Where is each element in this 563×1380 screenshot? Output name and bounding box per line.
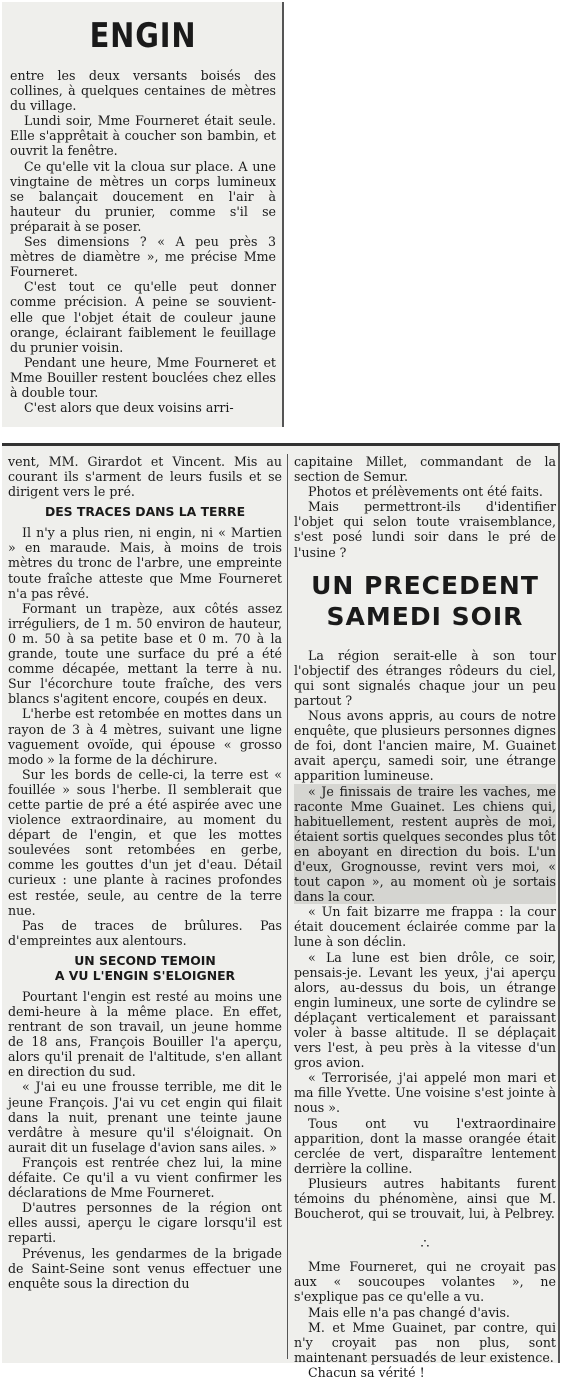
paragraph: Lundi soir, Mme Fourneret était seule. Elle s'apprêtait à coucher son bambin, et ouvrit la fenêtre.: [10, 113, 276, 159]
paragraph: « J'ai eu une frousse terrible, me dit le jeune François. J'ai vu cet engin qui filait dans la nuit, prenant une teinte jaune verdâtre à mesure qu'il s'éloignait. On aurait dit un fuselage d'avion sans ailes. »: [8, 1079, 282, 1155]
paragraph: Mais elle n'a pas changé d'avis.: [308, 1304, 510, 1320]
paragraph: entre les deux versants boisés des collines, à quelques centaines de mètres du village.: [10, 68, 276, 114]
paragraph: C'est alors que deux voisins arri-: [24, 400, 234, 416]
headline-engin: ENGIN: [89, 16, 197, 56]
paragraph: Formant un trapèze, aux côtés assez irréguliers, de 1 m. 50 environ de hauteur, 0 m. 50 à sa petite base et 0 m. 70 à la grande, toute une surface du pré a été comme décapée, mettant la terre à nu. Sur l'écorchure toute fraîche, des vers blancs s'agitent encore, coupés en deux.: [8, 600, 282, 707]
headline-precedent: [294, 570, 556, 632]
subheading-second-witness-line1: UN SECOND TEMOIN: [74, 952, 216, 968]
headline-line: UN PRECEDENT: [311, 570, 539, 600]
headline-line: SAMEDI SOIR: [326, 601, 524, 631]
paragraph: Sur les bords de celle-ci, la terre est « fouillée » sous l'herbe. Il semblerait que cette partie de pré a été aspirée avec une violence extraordinaire, au moment du départ de l'engin, et que les mottes soulevées sont retombées en gerbe, comme les gouttes d'un jet d'eau. Détail curieux : une plante à racines profondes est restée, seule, au centre de la terre nue.: [8, 766, 282, 918]
paragraph: capitaine Millet, commandant de la section de Semur.: [294, 454, 556, 485]
subheading-traces: DES TRACES DANS LA TERRE: [44, 504, 246, 520]
paragraph: L'herbe est retombée en mottes dans un rayon de 3 à 4 mètres, suivant une ligne vaguement ovoïde, qui épouse « grosso modo » la forme de la déchirure.: [8, 706, 282, 767]
paragraph: Plusieurs autres habitants furent témoins du phénomène, ainsi que M. Boucherot, qui se trouvait, lui, à Pelbrey.: [294, 1175, 556, 1222]
paragraph: C'est tout ce qu'elle peut donner comme précision. A peine se souvient-elle que l'objet était de couleur jaune orange, éclairant faiblement le feuillage du prunier voisin.: [10, 279, 276, 355]
paragraph: Mme Fourneret, qui ne croyait pas aux « soucoupes volantes », ne s'explique pas ce qu'elle a vu.: [294, 1259, 556, 1305]
clipping-top: [2, 2, 284, 427]
subheading-second-witness-line2: A VU L'ENGIN S'ELOIGNER: [54, 967, 236, 983]
paragraph: Chacun sa vérité !: [308, 1364, 425, 1380]
quote-highlight: « Je finissais de traire les vaches, me raconte Mme Guainet. Les chiens qui, habituellement, restent auprès de moi, étaient sortis quelques secondes plus tôt en aboyant en direction du bois. L'un d'eux, Grognousse, revint vers moi, « tout capon », au moment où je sortais dans la cour.: [294, 783, 556, 905]
paragraph: François est rentrée chez lui, la mine défaite. Ce qu'il a vu vient confirmer les déclarations de Mme Fourneret.: [8, 1154, 282, 1201]
column-divider: [287, 454, 288, 1359]
column-left: [8, 454, 282, 1291]
column-right: [294, 454, 556, 1380]
paragraph: La région serait-elle à son tour l'objectif des étranges rôdeurs du ciel, qui sont signalés chaque jour un peu partout ?: [294, 647, 556, 708]
paragraph: Tous ont vu l'extraordinaire apparition, dont la masse orangée était cerclée de vert, disparaître lentement derrière la colline.: [294, 1115, 556, 1176]
paragraph: D'autres personnes de la région ont elles aussi, aperçu le cigare lorsqu'il est reparti.: [8, 1200, 282, 1246]
column-top: [10, 2, 276, 415]
paragraph: Pendant une heure, Mme Fourneret et Mme Bouiller restent bouclées chez elles à double tour.: [10, 354, 276, 400]
paragraph: « Terrorisée, j'ai appelé mon mari et ma fille Yvette. Une voisine s'est jointe à nous ».: [294, 1070, 556, 1116]
paragraph: Pas de traces de brûlures. Pas d'empreintes aux alentours.: [8, 917, 282, 948]
paragraph: Il n'y a plus rien, ni engin, ni « Martien » en maraude. Mais, à moins de trois mètres du tronc de l'arbre, une empreinte toute fraîche atteste que Mme Fourneret n'a pas rêvé.: [8, 525, 282, 601]
paragraph: Photos et prélèvements ont été faits.: [308, 484, 543, 500]
paragraph: Pourtant l'engin est resté au moins une demi-heure à la même place. En effet, rentrant de son travail, un jeune homme de 18 ans, François Bouiller l'a aperçu, alors qu'il prenait de l'altitude, s'en allant en direction du sud.: [8, 988, 282, 1080]
paragraph: Prévenus, les gendarmes de la brigade de Saint-Seine sont venus effectuer une enquête sous la direction du: [8, 1245, 282, 1291]
paragraph: « La lune est bien drôle, ce soir, pensais-je. Levant les yeux, j'ai aperçu alors, au-dessus du bois, un étrange engin lumineux, une sorte de cylindre se déplaçant verticalement et paraissant voler à basse altitude. Il se déplaçait vers l'est, à peu près à la vitesse d'un gros avion.: [294, 949, 556, 1071]
clipping-bottom: [2, 443, 560, 1380]
paragraph: Mais permettront-ils d'identifier l'objet qui selon toute vraisemblance, s'est posé lundi soir dans le pré de l'usine ?: [294, 499, 556, 560]
paragraph: « Un fait bizarre me frappa : la cour était doucement éclairée comme par la lune à son déclin.: [294, 904, 556, 950]
paragraph: Nous avons appris, au cours de notre enquête, que plusieurs personnes dignes de foi, dont l'ancien maire, M. Guainet avait aperçu, samedi soir, une étrange apparition lumineuse.: [294, 708, 556, 784]
section-separator: ∴: [420, 1236, 430, 1253]
paragraph: vent, MM. Girardot et Vincent. Mis au courant ils s'arment de leurs fusils et se dirigent vers le pré.: [8, 454, 282, 500]
paragraph: Ce qu'elle vit la cloua sur place. A une vingtaine de mètres un corps lumineux se balançait doucement en l'air à hauteur du prunier, comme s'il se préparait à se poser.: [10, 158, 276, 234]
paragraph: Ses dimensions ? « A peu près 3 mètres de diamètre », me précise Mme Fourneret.: [10, 234, 276, 280]
paragraph: M. et Mme Guainet, par contre, qui n'y croyait pas non plus, sont maintenant persuadés de leur existence.: [294, 1319, 556, 1365]
